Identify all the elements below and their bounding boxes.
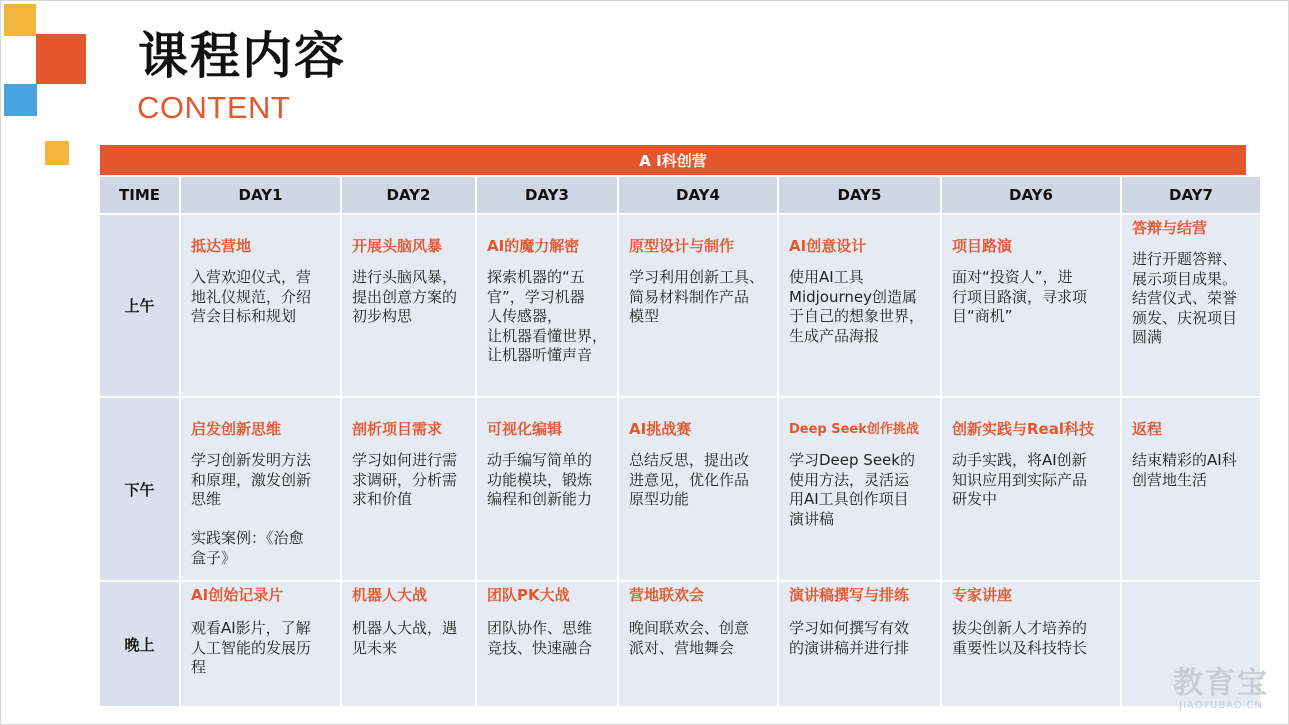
decor-square-yellow-small (45, 141, 69, 165)
cell-afternoon-day3 (477, 398, 617, 580)
watermark-logo (1173, 668, 1269, 711)
cell-afternoon-day5 (779, 398, 940, 580)
cell-evening-day5 (779, 582, 940, 706)
cell-afternoon-day4 (619, 398, 777, 580)
watermark-url: JIAOYUBAO.CN (1179, 700, 1263, 711)
cell-body: 拔尖创新人才培养的 重要性以及科技特长 (952, 619, 1088, 657)
cell-body: 结束精彩的AI科 创营地生活 (1132, 451, 1237, 489)
cell-evening-day2 (342, 582, 475, 706)
cell-body: 入营欢迎仪式，营 地礼仪规范，介绍 营会目标和规划 (191, 268, 312, 325)
cell-body: 学习Deep Seek的 使用方法，灵活运 用AI工具创作项目 演讲稿 (789, 451, 915, 528)
cell-title: 团队PK大战 (487, 586, 570, 604)
cell-afternoon-day2 (342, 398, 475, 580)
cell-title: Deep Seek创作挑战 (789, 422, 919, 437)
schedule-table (100, 145, 1246, 706)
cell-morning-day2 (342, 215, 475, 396)
cell-morning-day3 (477, 215, 617, 396)
row-label-evening: 晚上 (100, 582, 179, 706)
cell-title: 机器人大战 (352, 586, 428, 604)
cell-evening-day1 (181, 582, 340, 706)
cell-afternoon-day7 (1122, 398, 1260, 580)
cell-body: 动手实践，将AI创新 知识应用到实际产品 研发中 (952, 451, 1088, 508)
cell-title: 开展头脑风暴 (352, 237, 443, 255)
cell-body: 进行头脑风暴， 提出创意方案的 初步构思 (352, 268, 458, 325)
cell-title: AI的魔力解密 (487, 237, 580, 255)
header-day1: DAY1 (181, 177, 340, 213)
cell-title: 答辩与结营 (1132, 219, 1208, 237)
cell-morning-day4 (619, 215, 777, 396)
cell-body: 学习如何进行需 求调研，分析需 求和价值 (352, 451, 458, 508)
cell-title: AI创始记录片 (191, 586, 284, 604)
table-banner: A I科创营 (100, 145, 1246, 177)
page-title: 课程内容 (138, 27, 346, 85)
cell-body: 总结反思，提出改 进意见，优化作品 原型功能 (629, 451, 750, 508)
cell-body: 使用AI工具 Midjourney创造属 于自己的想象世界， 生成产品海报 (789, 268, 925, 345)
cell-morning-day1 (181, 215, 340, 396)
cell-title: 可视化编辑 (487, 420, 563, 438)
cell-title: 专家讲座 (952, 586, 1013, 604)
cell-morning-day6 (942, 215, 1120, 396)
cell-body: 机器人大战，遇 见未来 (352, 619, 458, 657)
cell-title: AI创意设计 (789, 237, 867, 255)
cell-evening-day3 (477, 582, 617, 706)
decor-square-blue (4, 84, 37, 116)
cell-body: 探索机器的“五 官”，学习机器 人传感器， 让机器看懂世界， 让机器听懂声音 (487, 268, 608, 364)
cell-morning-day7 (1122, 215, 1260, 396)
cell-body: 面对“投资人”，进 行项目路演，寻求项 目“商机” (952, 268, 1088, 325)
header-day7: DAY7 (1122, 177, 1260, 213)
cell-body: 动手编写简单的 功能模块，锻炼 编程和创新能力 (487, 451, 593, 508)
row-label-afternoon: 下午 (100, 398, 179, 580)
cell-title: 演讲稿撰写与排练 (789, 586, 910, 604)
header-day2: DAY2 (342, 177, 475, 213)
header-time: TIME (100, 177, 179, 213)
cell-body: 进行开题答辩、 展示项目成果。 结营仪式、荣誉 颁发、庆祝项目 圆满 (1132, 250, 1238, 346)
cell-body: 团队协作、思维 竞技、快速融合 (487, 619, 593, 657)
cell-title: 抵达营地 (191, 237, 252, 255)
watermark-text: 教育宝 (1173, 666, 1269, 701)
cell-title: AI挑战赛 (629, 420, 692, 438)
header-day3: DAY3 (477, 177, 617, 213)
cell-title: 原型设计与制作 (629, 237, 735, 255)
header-day6: DAY6 (942, 177, 1120, 213)
cell-body: 学习创新发明方法 和原理，激发创新 思维 实践案例：《治愈 盒子》 (191, 451, 312, 567)
cell-body: 学习利用创新工具、 简易材料制作产品 模型 (629, 268, 765, 325)
cell-afternoon-day1 (181, 398, 340, 580)
cell-title: 创新实践与Real科技 (952, 420, 1094, 438)
cell-body: 观看AI影片，了解 人工智能的发展历 程 (191, 619, 312, 676)
decor-square-orange (36, 34, 86, 84)
cell-evening-day4 (619, 582, 777, 706)
cell-body: 晚间联欢会、创意 派对、营地舞会 (629, 619, 750, 657)
cell-title: 营地联欢会 (629, 586, 705, 604)
header-day5: DAY5 (779, 177, 940, 213)
cell-title: 启发创新思维 (191, 420, 282, 438)
header-day4: DAY4 (619, 177, 777, 213)
cell-title: 返程 (1132, 420, 1163, 438)
cell-evening-day6 (942, 582, 1120, 706)
cell-body: 学习如何撰写有效 的演讲稿并进行排 (789, 619, 910, 657)
cell-afternoon-day6 (942, 398, 1120, 580)
schedule-grid (100, 177, 1246, 706)
cell-morning-day5 (779, 215, 940, 396)
decor-square-yellow (4, 4, 36, 36)
page-subtitle: CONTENT (137, 90, 291, 125)
row-label-morning: 上午 (100, 215, 179, 396)
cell-title: 剖析项目需求 (352, 420, 443, 438)
cell-title: 项目路演 (952, 237, 1013, 255)
